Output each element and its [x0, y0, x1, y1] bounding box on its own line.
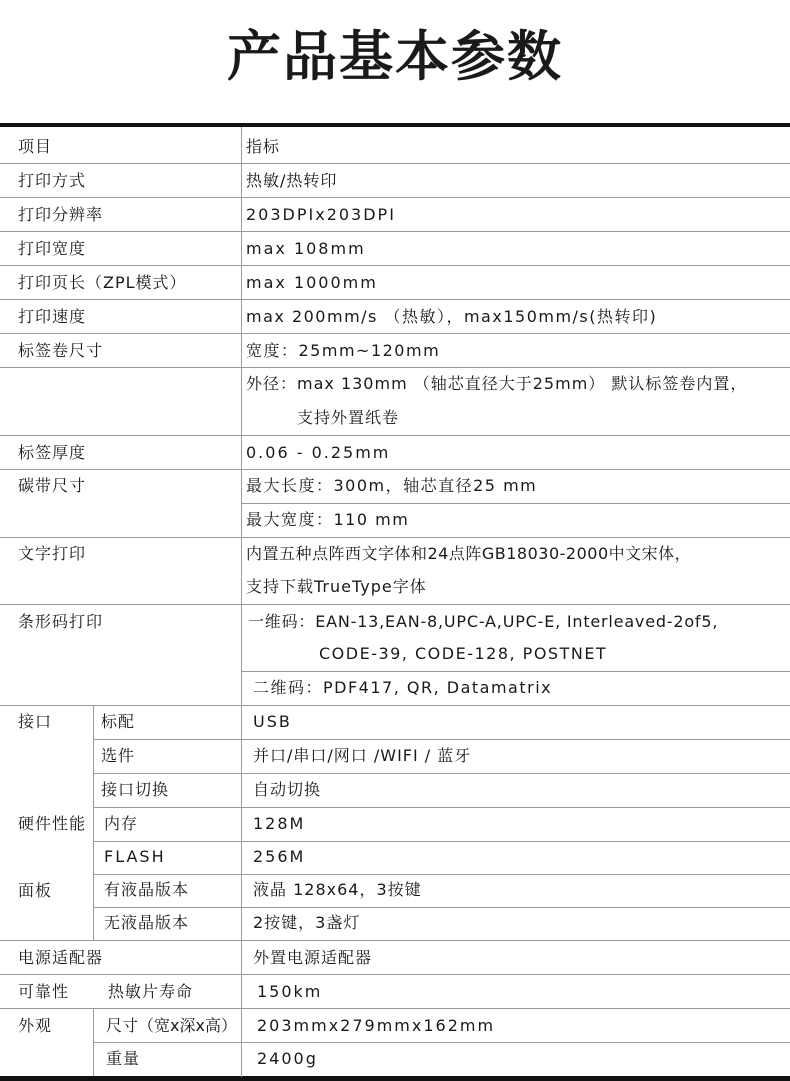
row-divider [0, 469, 790, 470]
row-value: max 200mm/s （热敏），max150mm/s(热转印) [246, 307, 658, 326]
row-value: 支持外置纸卷 [297, 408, 400, 427]
sub-label: 内存 [104, 814, 139, 833]
sub-label: 重量 [106, 1049, 141, 1068]
column-divider [93, 705, 94, 940]
row-label: 硬件性能 [18, 814, 87, 833]
row-label: 标签卷尺寸 [18, 341, 104, 360]
row-divider [93, 739, 790, 740]
row-value: 150km [257, 982, 323, 1001]
row-divider [93, 907, 790, 908]
row-value: 内置五种点阵西文字体和24点阵GB18030-2000中文宋体， [246, 544, 692, 563]
row-divider [241, 503, 790, 504]
row-label: 面板 [18, 881, 53, 900]
row-divider [0, 1008, 790, 1009]
row-label: 打印速度 [18, 307, 87, 326]
row-value: 203mmx279mmx162mm [257, 1016, 496, 1035]
header-item: 项目 [18, 137, 53, 156]
row-value: 一维码：EAN-13,EAN-8,UPC-A,UPC-E, Interleaved-2of5, [248, 612, 719, 631]
row-value: max 1000mm [246, 273, 378, 292]
header-spec: 指标 [246, 137, 281, 156]
row-divider [93, 841, 790, 842]
row-value: 2400g [257, 1049, 318, 1068]
sub-label: 标配 [101, 712, 136, 731]
row-label: 电源适配器 [18, 948, 104, 967]
row-divider [93, 773, 790, 774]
row-divider [0, 705, 790, 706]
row-divider [0, 367, 790, 368]
sub-label: FLASH [104, 847, 166, 866]
row-divider [0, 197, 790, 198]
table-top-border [0, 123, 790, 127]
row-label: 可靠性 [18, 982, 70, 1001]
row-value: 2按键，3盏灯 [253, 913, 361, 932]
row-value: 自动切换 [253, 780, 322, 799]
row-divider [93, 1042, 790, 1043]
row-divider [0, 333, 790, 334]
row-value: max 108mm [246, 239, 366, 258]
row-divider [0, 435, 790, 436]
row-value: 128M [253, 814, 306, 833]
row-divider [93, 874, 790, 875]
row-value: CODE-39, CODE-128, POSTNET [319, 644, 608, 663]
sub-label: 热敏片寿命 [108, 982, 194, 1001]
row-divider [0, 265, 790, 266]
row-value: 最大宽度：110 mm [246, 510, 410, 529]
row-value: 0.06 - 0.25mm [246, 443, 391, 462]
row-value: 宽度：25mm~120mm [246, 341, 441, 360]
row-label: 文字打印 [18, 544, 87, 563]
row-label: 外观 [18, 1016, 53, 1035]
row-divider [93, 807, 790, 808]
row-value: 支持下载TrueType字体 [246, 577, 427, 596]
row-label: 接口 [18, 712, 53, 731]
row-label: 条形码打印 [18, 612, 104, 631]
row-value: 外置电源适配器 [253, 948, 373, 967]
row-label: 打印页长（ZPL模式） [18, 273, 187, 292]
row-divider [0, 231, 790, 232]
row-value: 并口/串口/网口 /WIFI / 蓝牙 [253, 746, 472, 765]
row-value: 二维码：PDF417, QR, Datamatrix [253, 678, 553, 697]
sub-label: 接口切换 [101, 780, 170, 799]
row-label: 打印分辨率 [18, 205, 104, 224]
row-value: 外径：max 130mm （轴芯直径大于25mm） 默认标签卷内置， [246, 374, 748, 393]
sub-label: 选件 [101, 746, 136, 765]
row-value: 最大长度：300m，轴芯直径25 mm [246, 476, 538, 495]
row-divider [241, 671, 790, 672]
column-divider [241, 127, 242, 1077]
row-value: 256M [253, 847, 306, 866]
row-value: 203DPIx203DPI [246, 205, 396, 224]
page-title: 产品基本参数 [227, 25, 563, 88]
row-label: 碳带尺寸 [18, 476, 87, 495]
sub-label: 有液晶版本 [104, 880, 190, 899]
row-label: 打印方式 [18, 171, 87, 190]
row-label: 标签厚度 [18, 443, 87, 462]
row-divider [0, 974, 790, 975]
column-divider [93, 1008, 94, 1076]
row-value: 液晶 128x64，3按键 [253, 880, 422, 899]
sub-label: 尺寸（宽x深x高） [106, 1016, 237, 1035]
row-value: 热敏/热转印 [246, 171, 338, 190]
table-bottom-border [0, 1076, 790, 1081]
row-divider [0, 604, 790, 605]
row-label: 打印宽度 [18, 239, 87, 258]
row-value: USB [253, 712, 292, 731]
sub-label: 无液晶版本 [104, 913, 190, 932]
row-divider [0, 537, 790, 538]
row-divider [0, 299, 790, 300]
row-divider [0, 940, 790, 941]
row-divider [0, 163, 790, 164]
